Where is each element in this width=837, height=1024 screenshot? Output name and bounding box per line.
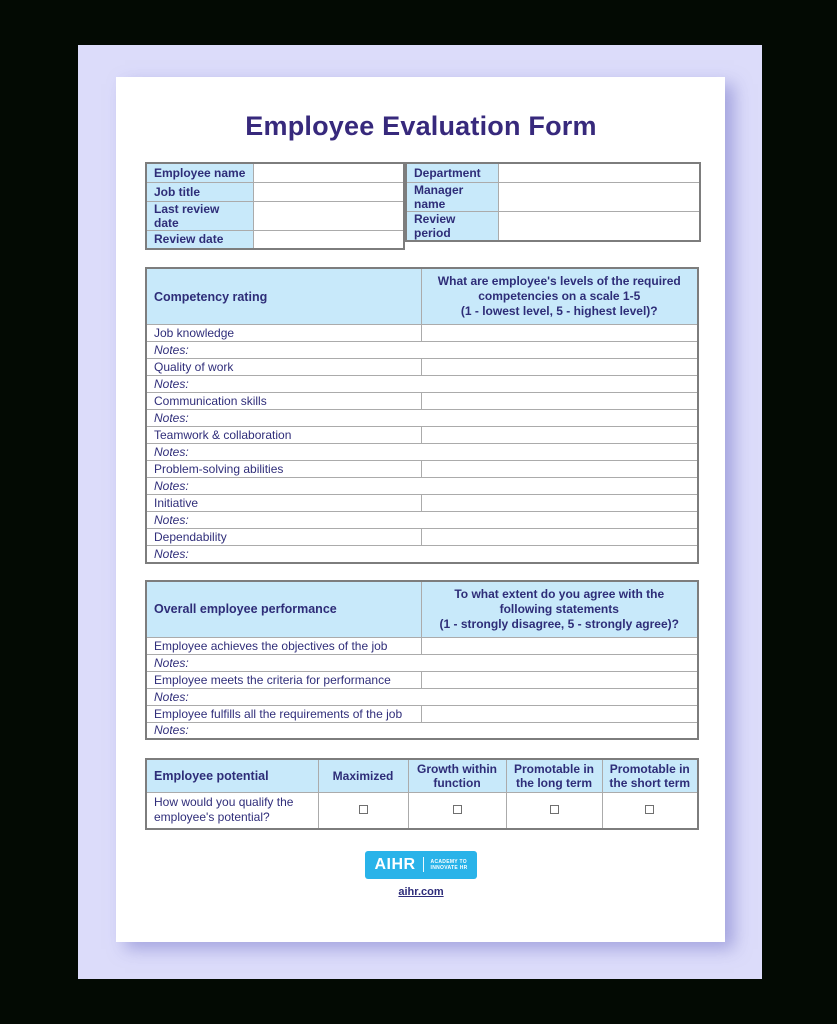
table-row <box>146 495 698 512</box>
table-row <box>146 427 698 444</box>
table-row <box>146 230 404 249</box>
aihr-logo-tagline <box>431 859 468 871</box>
employee-info-table-left <box>145 162 405 250</box>
objectives-notes-field[interactable]: Notes: <box>146 654 698 671</box>
employee-potential-table <box>145 758 699 830</box>
table-row <box>146 671 698 688</box>
competency-initiative-label: Initiative <box>146 495 421 512</box>
logo-tagline-line2: INNOVATE HR <box>430 864 468 871</box>
manager-name-field[interactable] <box>498 182 700 211</box>
competency-communication-skills-label: Communication skills <box>146 393 421 410</box>
review-period-field[interactable] <box>498 211 700 241</box>
objectives-rating-field[interactable] <box>421 637 698 654</box>
department-label: Department <box>406 163 498 182</box>
table-row <box>146 637 698 654</box>
aihr-logo-text: AIHR <box>374 855 416 873</box>
potential-question-label: How would you qualify the employee's potential? <box>146 793 318 829</box>
competency-rating-header: Competency rating <box>146 268 421 325</box>
table-header-row <box>146 759 698 793</box>
maximized-checkbox[interactable] <box>359 805 368 814</box>
table-row <box>146 529 698 546</box>
table-row <box>146 163 404 182</box>
table-row <box>146 722 698 739</box>
initiative-notes-field[interactable]: Notes: <box>146 512 698 529</box>
performance-objectives-label: Employee achieves the objectives of the job <box>146 637 421 654</box>
table-row <box>146 654 698 671</box>
table-row <box>406 211 700 241</box>
review-date-field[interactable] <box>253 230 404 249</box>
competency-question-header <box>421 268 698 325</box>
promotable-long-term-column-header: Promotable in the long term <box>506 759 602 793</box>
competency-dependability-label: Dependability <box>146 529 421 546</box>
dependability-rating-field[interactable] <box>421 529 698 546</box>
performance-question-header <box>421 581 698 638</box>
page-footer <box>145 851 697 900</box>
table-header-row <box>146 581 698 638</box>
performance-question-text: To what extent do you agree with the following statements <box>454 586 665 616</box>
employee-info-section <box>145 162 697 250</box>
table-row <box>406 163 700 182</box>
table-header-row <box>146 268 698 325</box>
competency-job-knowledge-label: Job knowledge <box>146 325 421 342</box>
promotable-short-term-column-header: Promotable in the short term <box>602 759 698 793</box>
table-row <box>146 444 698 461</box>
page-mat <box>78 45 762 979</box>
page-content <box>116 111 725 900</box>
competency-problem-solving-label: Problem-solving abilities <box>146 461 421 478</box>
job-knowledge-notes-field[interactable]: Notes: <box>146 342 698 359</box>
problem-solving-rating-field[interactable] <box>421 461 698 478</box>
aihr-logo <box>365 851 476 879</box>
competency-quality-of-work-label: Quality of work <box>146 359 421 376</box>
overall-performance-table <box>145 580 699 741</box>
quality-of-work-rating-field[interactable] <box>421 359 698 376</box>
problem-solving-notes-field[interactable]: Notes: <box>146 478 698 495</box>
competency-question-text: What are employee's levels of the required competencies on a scale 1-5 <box>437 274 681 303</box>
employee-name-field[interactable] <box>253 163 404 182</box>
competency-teamwork-label: Teamwork & collaboration <box>146 427 421 444</box>
table-row <box>146 546 698 563</box>
table-row <box>146 793 698 829</box>
table-row <box>146 182 404 201</box>
growth-within-function-checkbox[interactable] <box>453 805 462 814</box>
table-row <box>146 359 698 376</box>
table-row <box>146 461 698 478</box>
quality-of-work-notes-field[interactable]: Notes: <box>146 376 698 393</box>
competency-rating-table <box>145 267 699 564</box>
table-row <box>146 512 698 529</box>
growth-within-function-cell <box>408 793 506 829</box>
table-row <box>146 201 404 230</box>
document-page <box>116 77 725 942</box>
logo-tagline-line1: ACADEMY TO <box>430 858 467 865</box>
maximized-cell <box>318 793 408 829</box>
table-row <box>406 182 700 211</box>
requirements-notes-field[interactable]: Notes: <box>146 722 698 739</box>
table-row <box>146 376 698 393</box>
overall-performance-header: Overall employee performance <box>146 581 421 638</box>
website-link[interactable]: aihr.com <box>398 885 444 898</box>
promotable-long-term-checkbox[interactable] <box>550 805 559 814</box>
communication-skills-rating-field[interactable] <box>421 393 698 410</box>
logo-divider <box>423 857 424 872</box>
growth-within-function-column-header: Growth within function <box>408 759 506 793</box>
teamwork-notes-field[interactable]: Notes: <box>146 444 698 461</box>
page-title: Employee Evaluation Form <box>245 111 597 141</box>
table-row <box>146 688 698 705</box>
criteria-rating-field[interactable] <box>421 671 698 688</box>
table-row <box>146 478 698 495</box>
dependability-notes-field[interactable]: Notes: <box>146 546 698 563</box>
table-row <box>146 342 698 359</box>
review-date-label: Review date <box>146 230 253 249</box>
communication-skills-notes-field[interactable]: Notes: <box>146 410 698 427</box>
table-row <box>146 410 698 427</box>
employee-name-label: Employee name <box>146 163 253 182</box>
table-row <box>146 705 698 722</box>
job-knowledge-rating-field[interactable] <box>421 325 698 342</box>
department-field[interactable] <box>498 163 700 182</box>
table-row <box>146 325 698 342</box>
promotable-short-term-cell <box>602 793 698 829</box>
initiative-rating-field[interactable] <box>421 495 698 512</box>
criteria-notes-field[interactable]: Notes: <box>146 688 698 705</box>
performance-scale-text: (1 - strongly disagree, 5 - strongly agree)? <box>439 616 679 631</box>
performance-criteria-label: Employee meets the criteria for performance <box>146 671 421 688</box>
promotable-short-term-checkbox[interactable] <box>645 805 654 814</box>
job-title-field[interactable] <box>253 182 404 201</box>
promotable-long-term-cell <box>506 793 602 829</box>
employee-info-table-right <box>405 162 701 242</box>
competency-scale-text: (1 - lowest level, 5 - highest level)? <box>460 304 658 318</box>
table-row <box>146 393 698 410</box>
maximized-column-header: Maximized <box>318 759 408 793</box>
last-review-date-field[interactable] <box>253 201 404 230</box>
review-period-label: Review period <box>406 211 498 241</box>
manager-name-label: Manager name <box>406 182 498 211</box>
last-review-date-label: Last review date <box>146 201 253 230</box>
requirements-rating-field[interactable] <box>421 705 698 722</box>
job-title-label: Job title <box>146 182 253 201</box>
teamwork-rating-field[interactable] <box>421 427 698 444</box>
employee-potential-header: Employee potential <box>146 759 318 793</box>
performance-requirements-label: Employee fulfills all the requirements of the job <box>146 705 421 722</box>
